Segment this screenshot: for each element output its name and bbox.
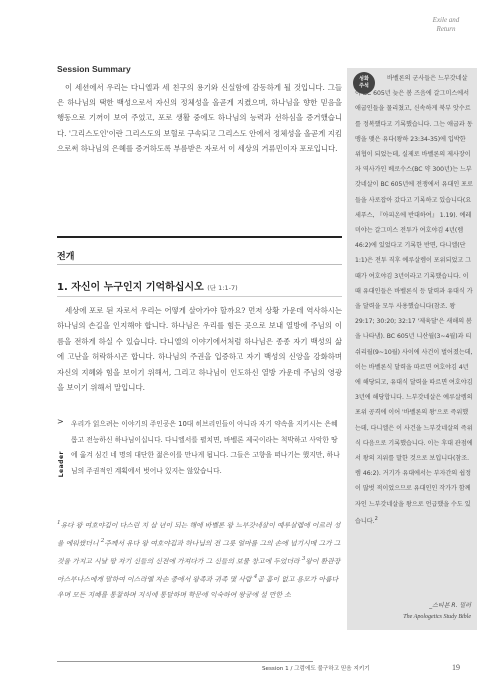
leader-label: Leader — [58, 451, 65, 478]
commentary-text — [355, 71, 473, 529]
leader-note — [57, 417, 342, 497]
verse-number: 2 — [100, 538, 105, 545]
commentary-body: 바벨론의 군사들은 느부갓네살이 BC 605년 늦은 봄 즈음에 갈그미스에서 애굽인들을 물리쳤고, 신속하게 북부 앗수르를 정복했다고 기록했습니다. 그는 애굽과 동맹을 맺은 유다(왕하 23:34-35)에 입박한 위협이 되었는데, 실제로 바벨론의 제사장이자 역사가인 베로수스(BC 약 300년)는 느부갓네살이 BC 605년에 전쟁에서 유대인 포로들을 사로잡아 갔다고 기록하고 있습니다(요세푸스, 『아피온에 반대하여』 1.19). 예레미야는 갈그미스 전투가 여호야김 4년(렘 46:2)에 있었다고 기록한 반면, 다니엘(단 1:1)은 전투 직후 예루살렘이 포위되었고 그때가 여호야김 3년이라고 기록했습니다. 이때 유대인들은 바벨론식 등 달력과 유대식 가을 달력을 모두 사용했습니다(참조. 왕 29:17; 30:20; 32:17 '제육달'은 새해의 봄을 나타냄). BC 605년 니산월(3~4월)과 티쉬리월(9~10월) 사이에 사건이 벌어졌는데, 이는 바벨론식 달력을 따르면 여호야김 4년에 해당되고, 유대식 달력을 따르면 여호야김 3년에 해당합니다. 느부갓네살은 예루살렘의 포위 공격에 이어 '바벨론의 왕'으로 즉위했는데, 다니엘은 이 사건을 느부갓네살의 즉위식 다음으로 기록했습니다. 이는 후대 관점에서 왕의 지위를 말한 것으로 보입니다(참조. 렘 46:2). 거기가 유대에서는 부자간의 쉽정이 많벗 적이었으므로 유대인인 작가가 함께 자인 느부갓네살을 왕으로 언급했을 수도 있습니다. — [355, 75, 473, 525]
series-title-line1: Exile and — [432, 16, 460, 24]
verse-text: 유다 왕 여호야김이 다스린 지 삼 년이 되는 해에 바벨론 왕 느부갓네살이 예루살렘에 이르러 성을 에워쌌더니 — [57, 521, 341, 548]
footnote-marker: 2 — [374, 515, 378, 522]
series-title — [416, 16, 476, 34]
session-summary — [57, 64, 342, 156]
verse-number: 4 — [253, 574, 258, 581]
section-rule — [57, 264, 342, 265]
summary-heading: Session Summary — [57, 64, 131, 74]
verse-text: 주께서 유다 왕 여호야김과 하나님의 전 그릇 얼마를 그의 손에 넘기시매 그가 그것을 가지고 시날 땅 자기 신들의 신전에 가져다가 그 신들의 보물 창고에 두었더라 — [57, 539, 341, 566]
point-body-text: 세상에 포로 된 자로서 우리는 어떻게 살아가야 할까요? 먼저 상황 가운데 역사하시는 하나님의 손길을 인지해야 합니다. 하나님은 우리를 힘든 곳으로 보내 열방에 주님의 이름을 전하게 하실 수 있습니다. 다니엘의 이야기에서처럼 하나님은 종종 자기 백성의 삶에 고난을 허락하시곤 합니다. 하나님의 주권을 입증하고 자기 백성의 신앙을 강화하며 자신의 지혜와 힘을 보이기 위해서, 그리고 하나님이 인도하신 열방 가운데 주님의 영광을 보이기 위해서 말입니다. — [57, 306, 342, 393]
page-number: 19 — [452, 663, 460, 672]
commentary-sidebar — [347, 68, 477, 630]
point-heading — [57, 278, 238, 293]
point-heading-title: 1. 자신이 누구인지 기억하십시오 — [57, 282, 204, 293]
leader-arrow-icon: > — [57, 417, 64, 426]
point-rule — [57, 296, 342, 297]
commentary-author: _스티븐 R. 밀러 — [429, 602, 471, 609]
summary-text: 이 세션에서 우리는 다니엘과 세 친구의 용기와 신실함에 감동하게 될 것입니다. 그들은 하나님의 택한 백성으로서 자신의 정체성을 올곧게 지켰으며, 하나님을 향한 믿음을 행동으로 기꺼이 보여 주었고, 포로 생활 중에도 하나님의 능력과 선하심을 증거했습니다. '그리스도인'이란 그리스도의 보혈로 구속되고 그리스도 안에서 정체성을 올곧게 지킴으로써 하나님의 은혜를 증거하도록 부름받은 자로서 이 세상의 거류민이자 포로입니다. — [57, 83, 342, 153]
footer-session-title: Session 1 / 그럼에도 불구하고 믿음 지키기 — [262, 666, 370, 672]
series-title-line2: Return — [436, 25, 456, 33]
section-label: 전개 — [57, 252, 75, 262]
verse-text: 곧 흠이 없고 용모가 아름다우며 모든 지혜를 통찰하며 지식에 통달하며 학문에 익숙하여 왕궁에 설 만한 소 — [57, 575, 339, 600]
commentary-author-name: 스티븐 R. 밀러 — [432, 602, 471, 609]
leader-text: 우리가 읽으려는 이야기의 주인공은 10대 히브리인들이 아니라 자기 약속을 지키시는 은혜롭고 전능하신 하나님이십니다. 다니엘서를 펼치면, 바벨론 제국이라는 척박하고 사악한 땅에 옮겨 심긴 네 명의 대단한 젊은이를 만나게 됩니다. 그들은 고향을 떠나기는 했지만, 하나님의 주권적인 계획에서 벗어나 있지는 않았습니다. — [71, 420, 340, 475]
verse-number: 3 — [301, 556, 306, 563]
scripture-passage — [57, 516, 342, 604]
footer-rule — [57, 661, 313, 662]
verse-text: 왕이 환관장 아스부나스에게 말하여 이스라엘 자손 중에서 왕족과 귀족 몇 사람 — [57, 557, 341, 584]
badge-line2: 주석 — [359, 83, 369, 89]
point-heading-reference: (단 1:1-7) — [207, 284, 238, 292]
commentary-source: The Apologetics Study Bible — [403, 614, 471, 620]
verse-number: 1 — [57, 520, 61, 526]
section-divider-bar — [57, 236, 342, 238]
badge-line1: 성화 — [359, 76, 369, 82]
